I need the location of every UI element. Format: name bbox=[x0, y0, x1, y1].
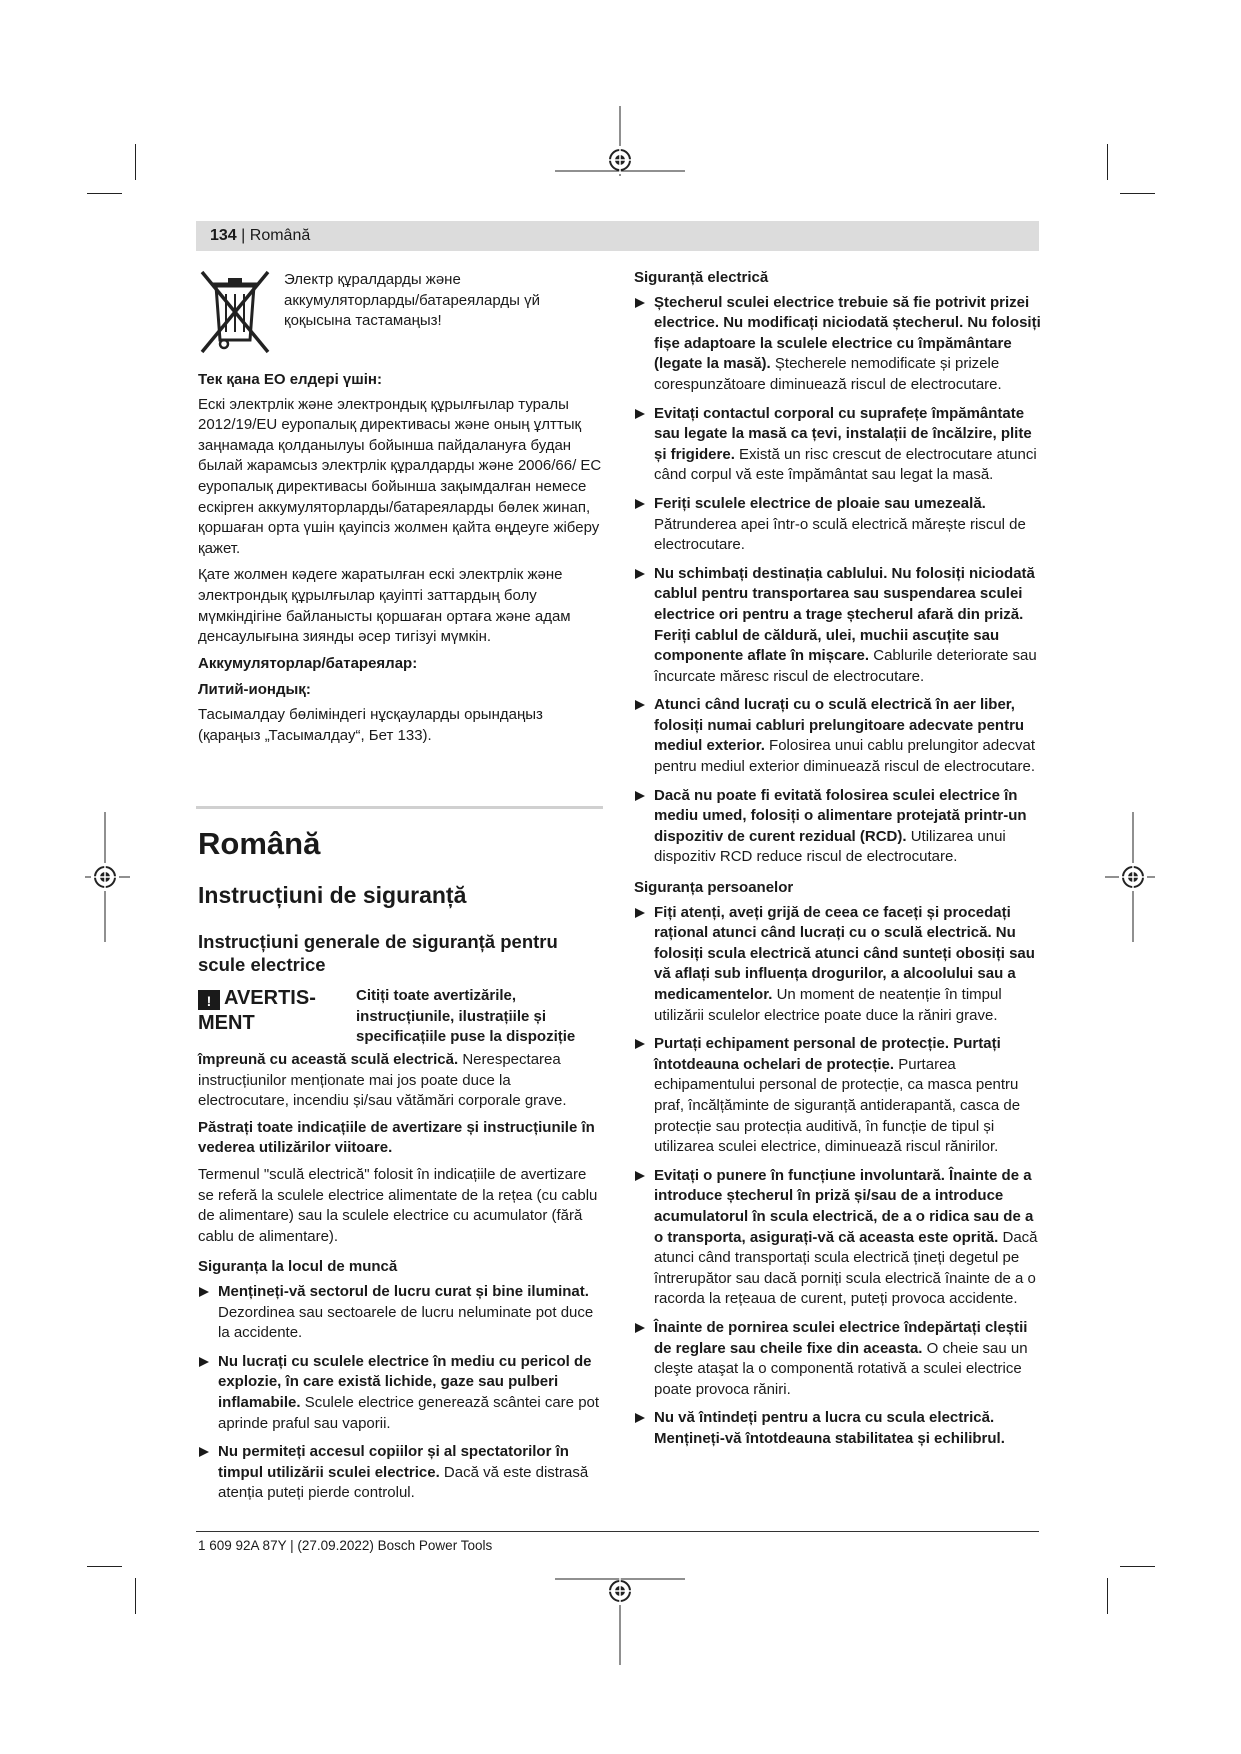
crop-mark bbox=[1107, 144, 1108, 180]
footer-text: 1 609 92A 87Y | (27.09.2022) Bosch Power Tools bbox=[198, 1538, 493, 1553]
footer-divider bbox=[196, 1531, 1039, 1532]
crop-mark bbox=[1107, 1578, 1108, 1614]
list-item: Mențineți-vă sectorul de lucru curat și bine iluminat. Dezordinea sau sectoarele de lucru neluminate pot duce la accidente. bbox=[198, 1282, 603, 1344]
list-item: Nu permiteți accesul copiilor și al spectatorilor în timpul utilizării sculei electrice. Dacă vă este distrasă atenția puteți pierde controlul. bbox=[198, 1442, 603, 1504]
warning-text: Nerespectarea instrucțiunilor menționate mai jos poate duce la electrocutare, incendiu și/sau vătămări corporale grave. bbox=[198, 1051, 567, 1110]
term-text: Termenul "sculă electrică" folosit în indicațiile de avertizare se referă la sculele electrice alimentate de la rețea (cu cablu de alimentare) sau la sculele electrice cu acumulator (fără cablu de alimentare). bbox=[198, 1165, 598, 1245]
crop-mark bbox=[87, 193, 122, 194]
warning-triangle-icon: ! bbox=[198, 990, 220, 1010]
section-title: Română bbox=[198, 826, 321, 861]
crop-mark bbox=[87, 1566, 122, 1567]
warning-lead-2: împreună cu această sculă electrică. bbox=[198, 1051, 459, 1068]
personal-heading: Siguranța persoanelor bbox=[634, 879, 794, 897]
lithium-heading: Литий-иондық: bbox=[198, 681, 311, 699]
keep-instructions: Păstrați toate indicațiile de avertizare și instrucțiunile în vederea utilizărilor viitoare. bbox=[198, 1118, 595, 1157]
registration-mark-icon bbox=[555, 106, 685, 206]
list-item: Atunci când lucrați cu o sculă electrică în aer liber, folosiți numai cabluri prelungitoare adecvate pentru mediul exterior. Folosirea unui cablu prelungitor adecvat pentru mediul exterior diminuează riscul de electrocutare. bbox=[634, 695, 1044, 777]
list-item: Ștecherul sculei electrice trebuie să fie potrivit prizei electrice. Nu modificați niciodată ștecherul. Nu folosiți fișe adaptoare la sculele electrice cu împământare (legate la masă). Ștecherele nemodificate și prizele corespunzătoare diminuează riscul de electrocutare. bbox=[634, 293, 1044, 396]
left-column bbox=[198, 268, 603, 752]
crop-mark bbox=[1120, 1566, 1155, 1567]
weee-text: Электр құралдарды және аккумуляторларды/батареяларды үй қоқысына тастамаңыз! bbox=[284, 271, 540, 330]
list-item: Feriți sculele electrice de ploaie sau umezeală. Pătrunderea apei într-o sculă electrică mărește riscul de electrocutare. bbox=[634, 494, 1044, 556]
eu-paragraph-2: Қате жолмен кәдеге жаратылған ескі электрлік және электрондық құрылғылар қауіпті заттардың болу мүмкіндігіне байланысты қоршаған ортаға және адам денсаулығына зиянды әсер тигізуі мүмкін. bbox=[198, 566, 571, 646]
list-item: Purtați echipament personal de protecție. Purtați întotdeauna ochelari de protecție. Purtarea echipamentului personal de protecție, ca masca pentru praf, încălțăminte de siguranță antiderapantă, casca de protecție sau protecția auditivă, în funcție de tipul și utilizarea sculei electrice, diminuează riscul rănirilor. bbox=[634, 1034, 1044, 1158]
eu-heading: Тек қана ЕО елдері үшін: bbox=[198, 371, 382, 388]
header-text bbox=[210, 227, 310, 245]
list-item: Înainte de pornirea sculei electrice îndepărtați cleștii de reglare sau cheile fixe din aceasta. O cheie sau un cleşte ataşat la o componentă rotativă a sculei electrice poate provoca răniri. bbox=[634, 1318, 1044, 1400]
registration-mark-icon bbox=[555, 1565, 685, 1665]
lithium-text: Тасымалдау бөліміндегі нұсқауларды орындаңыз (қараңыз „Тасымалдау“, Бет 133). bbox=[198, 705, 543, 744]
safety-title: Instrucțiuni de siguranță bbox=[198, 882, 467, 908]
crop-mark bbox=[135, 1578, 136, 1614]
section-divider bbox=[196, 806, 603, 809]
warning-label: ! AVERTIS- MENT bbox=[198, 987, 316, 1034]
registration-mark-icon bbox=[85, 812, 175, 942]
page-number: 134 bbox=[210, 227, 237, 244]
header-language: Română bbox=[249, 227, 311, 244]
electrical-heading: Siguranță electrică bbox=[634, 269, 769, 286]
list-item: Evitați contactul corporal cu suprafețe împământate sau legate la masă ca țevi, instalații de încălzire, plite și frigidere. Există un risc crescut de electrocutare atunci când corpul vă este împământat sau legat la masă. bbox=[634, 404, 1044, 486]
general-safety-title: Instrucțiuni generale de siguranță pentru scule electrice bbox=[198, 931, 558, 975]
list-item: Fiți atenți, aveți grijă de ceea ce faceți și procedați rațional atunci când lucrați cu o sculă electrică. Nu folosiți scula electrică atunci când sunteți obosiți sau vă aflați sub influența drogurilor, a alcoolului sau a medicamentelor. Un moment de neatenție în timpul utilizării sculelor electrice poate duce la răniri grave. bbox=[634, 903, 1044, 1027]
list-item: Nu vă întindeți pentru a lucra cu scula electrică. Mențineți-vă întotdeauna stabilitatea și echilibrul. bbox=[634, 1408, 1044, 1449]
header-separator: | bbox=[241, 227, 246, 244]
weee-notice bbox=[198, 268, 603, 356]
crop-mark bbox=[135, 144, 136, 180]
batteries-heading: Аккумуляторлар/батареялар: bbox=[198, 654, 418, 672]
registration-mark-icon bbox=[1105, 812, 1155, 942]
crop-mark bbox=[1120, 193, 1155, 194]
list-item: Nu lucrați cu sculele electrice în mediu cu pericol de explozie, în care există lichide, gaze sau pulberi inflamabile. Sculele electrice generează scântei care pot aprinde praful sau vaporii. bbox=[198, 1352, 603, 1434]
work-area-heading: Siguranța la locul de muncă bbox=[198, 1258, 398, 1276]
crossed-out-wheelie-bin-icon bbox=[198, 268, 272, 356]
eu-paragraph-1: Ескі электрлік және электрондық құрылғылар туралы 2012/19/EU еуропалық директивасы және оның ұлттық заңнамада қолданылуы бойынша пайдалануға будан былай жарамсыз электрлік құралдарды және 2006/66/ EC еуропалық директивасы бойынша зақымдалған немесе ескірген аккумуляторларды/батареяларды бөлек жинап, қоршаған орта үшін қауіпсіз жолмен қайта өңдеуге жіберу қажет. bbox=[198, 395, 602, 557]
warning-body bbox=[198, 1050, 603, 1512]
right-column bbox=[634, 268, 1044, 1457]
list-item: Dacă nu poate fi evitată folosirea sculei electrice în mediu umed, folosiți o alimentare protejată printr-un dispozitiv de curent rezidual (RCD). Utilizarea unui dispozitiv RCD reduce riscul de electrocutare. bbox=[634, 786, 1044, 868]
list-item: Nu schimbați destinația cablului. Nu folosiți niciodată cablul pentru transportarea sau suspendarea sculei electrice ori pentru a trage ștecherul afară din priză. Feriți cablul de căldură, ulei, muchii ascuțite sau componente aflate în mișcare. Cablurile deteriorate sau încurcate măresc riscul de electrocutare. bbox=[634, 564, 1044, 688]
warning-lead: Citiți toate avertizările, instrucțiunile, ilustrațiile și specificațiile puse la dispoziție bbox=[356, 987, 576, 1046]
list-item: Evitați o punere în funcțiune involuntară. Înainte de a introduce ștecherul în priză și/sau de a introduce acumulatorul în scula electrică, de a o ridica sau de a o transporta, asigurați-vă că aceasta este oprită. Dacă atunci când transportați scula electrică țineți degetul pe întrerupător sau dacă porniți scula electrică înainte de a o racorda la rețeaua de curent, puteți provoca accidente. bbox=[634, 1166, 1044, 1310]
page-header bbox=[196, 221, 1039, 251]
